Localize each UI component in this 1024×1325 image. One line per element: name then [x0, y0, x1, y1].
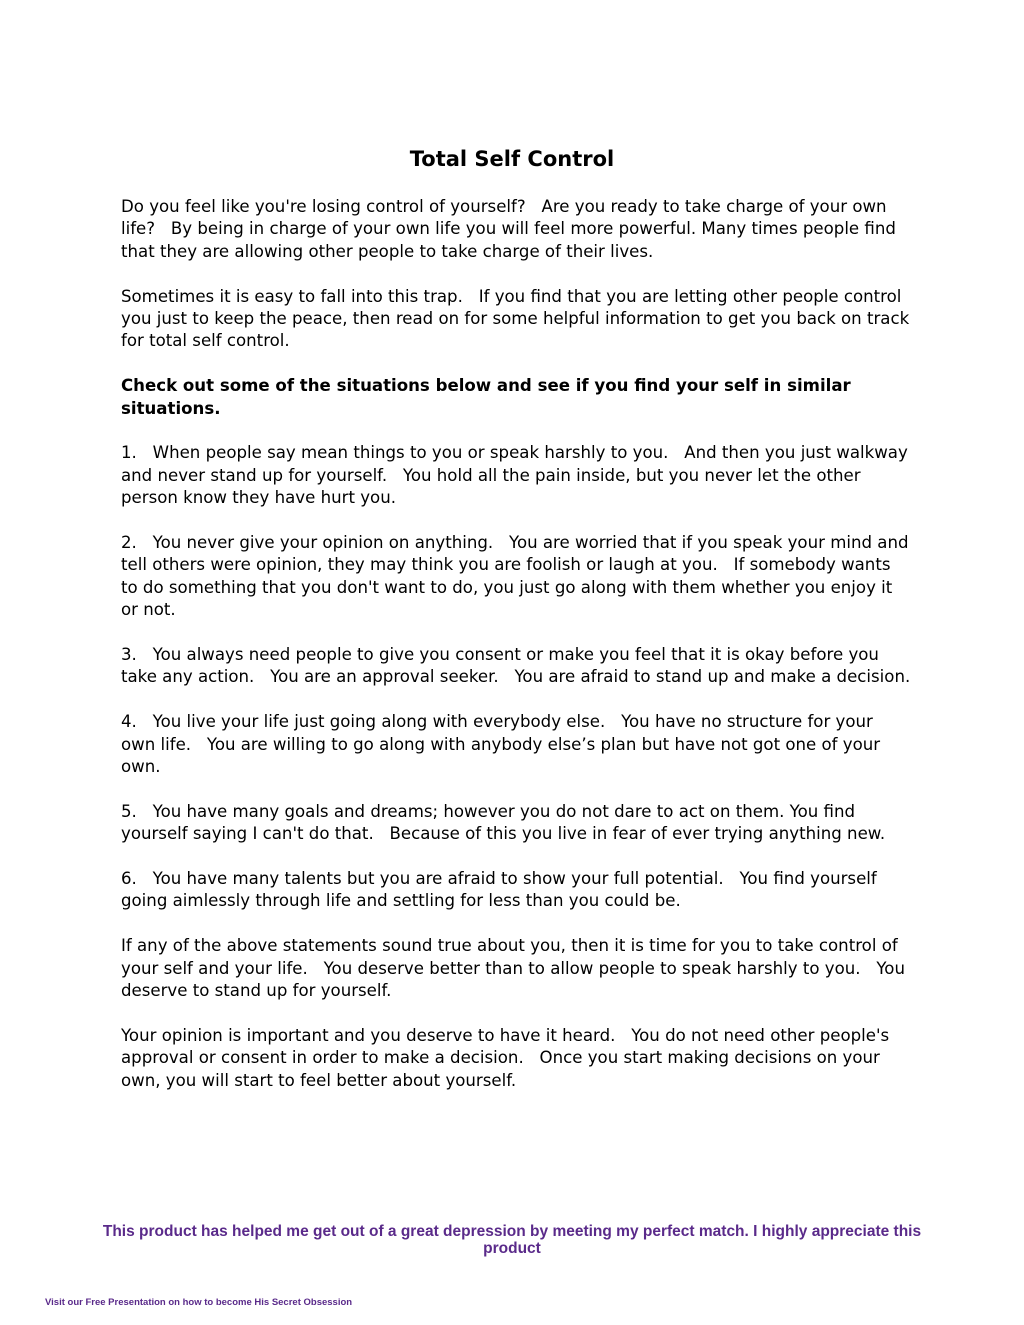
situation-item-6: 6. You have many talents but you are afraid to show your full potential. You find yourself going aimlessly through life and settling for less than you could be. — [121, 869, 883, 911]
situation-item-4: 4. You live your life just going along with everybody else. You have no structure for your own life. You are willing to go along with anybody else’s plan but have not got one of your own. — [121, 712, 886, 777]
conclusion-paragraph: If any of the above statements sound true about you, then it is time for you to take control of your self and your life. You deserve better than to allow people to speak harshly to you. You deserve to stand up for yourself. — [121, 936, 911, 1001]
footer-presentation-link[interactable]: Visit our Free Presentation on how to become His Secret Obsession — [45, 1297, 353, 1308]
document-title: Total Self Control — [409, 147, 615, 171]
trap-paragraph: Sometimes it is easy to fall into this trap. If you find that you are letting other people control you just to keep the peace, then read on for some helpful information to get you back on track for total self control. — [121, 286, 915, 351]
situation-item-3: 3. You always need people to give you consent or make you feel that it is okay before you take any action. You are an approval seeker. You are afraid to stand up and make a decision. — [121, 645, 911, 687]
situation-item-2: 2. You never give your opinion on anything. You are worried that if you speak your mind and tell others were opinion, they may think you are foolish or laugh at you. If somebody wants to do something that you don't want to do, you just go along with them whether you enjoy it or not. — [121, 533, 914, 620]
situations-heading: Check out some of the situations below and see if you find your self in similar situations. — [121, 376, 857, 418]
document-body — [121, 196, 915, 1114]
intro-paragraph: Do you feel like you're losing control of yourself? Are you ready to take charge of your own life? By being in charge of your own life you will feel more powerful. Many times people find that they are allowing other people to take charge of their lives. — [121, 197, 902, 261]
situation-item-5: 5. You have many goals and dreams; however you do not dare to act on them. You find yourself saying I can't do that. Because of this you live in fear of ever trying anything new. — [121, 801, 886, 844]
situation-item-1: 1. When people say mean things to you or speak harshly to you. And then you just walkway and never stand up for yourself. You hold all the pain inside, but you never let the other person know they have hurt you. — [121, 443, 914, 508]
promo-testimonial: This product has helped me get out of a great depression by meeting my perfect match. I highly appreciate this product — [102, 1223, 922, 1257]
closing-paragraph: Your opinion is important and you deserve to have it heard. You do not need other people's approval or consent in order to make a decision. Once you start making decisions on your own, you will start to feel better about yourself. — [121, 1025, 895, 1090]
